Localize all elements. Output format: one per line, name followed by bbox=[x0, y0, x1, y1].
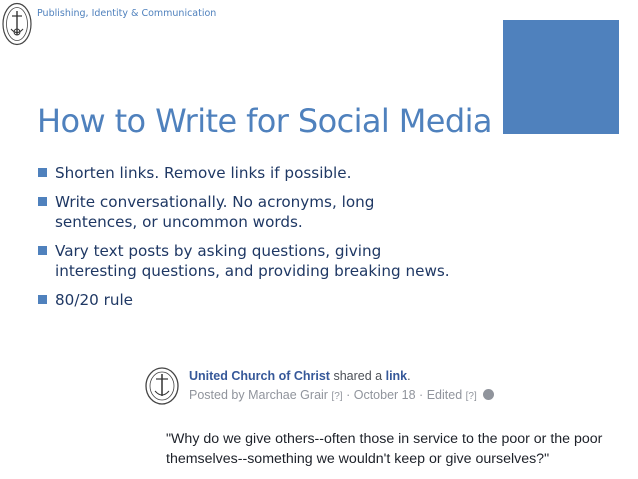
help-link[interactable]: [?] bbox=[331, 391, 343, 402]
post-header bbox=[189, 369, 411, 383]
bullet-square-icon bbox=[38, 246, 47, 255]
post-action-period: . bbox=[407, 369, 411, 383]
globe-icon bbox=[483, 389, 494, 400]
edited-label[interactable]: Edited bbox=[426, 388, 463, 402]
church-seal-logo bbox=[2, 2, 32, 46]
bullet-text: 80/20 rule bbox=[55, 291, 134, 309]
facebook-post-screenshot bbox=[140, 365, 620, 475]
post-date[interactable]: October 18 bbox=[353, 388, 416, 402]
help-link[interactable]: [?] bbox=[465, 391, 477, 402]
shared-link[interactable]: link bbox=[385, 369, 408, 383]
post-action-text: shared a bbox=[333, 369, 383, 383]
poster-name[interactable]: Marchae Grair bbox=[248, 388, 328, 402]
slide-title: How to Write for Social Media bbox=[37, 102, 492, 140]
bullet-item bbox=[38, 163, 458, 183]
organization-label: Publishing, Identity & Communication bbox=[37, 8, 217, 19]
page-name-link[interactable]: United Church of Christ bbox=[189, 369, 330, 383]
bullet-item bbox=[38, 241, 458, 281]
bullet-item bbox=[38, 290, 458, 310]
post-quote-text: "Why do we give others--often those in service to the poor or the poor themselves--something we wouldn't keep or give ourselves?" bbox=[166, 431, 603, 467]
separator: · bbox=[346, 388, 351, 402]
separator: · bbox=[419, 388, 424, 402]
bullet-item bbox=[38, 192, 458, 232]
bullet-square-icon bbox=[38, 197, 47, 206]
posted-by-prefix: Posted by bbox=[189, 388, 245, 402]
bullet-list bbox=[38, 163, 458, 319]
bullet-text: Write conversationally. No acronyms, long sentences, or uncommon words. bbox=[55, 193, 375, 231]
page-avatar-seal-icon bbox=[143, 366, 181, 406]
bullet-square-icon bbox=[38, 168, 47, 177]
post-meta bbox=[189, 388, 494, 402]
bullet-text: Shorten links. Remove links if possible. bbox=[55, 164, 352, 182]
accent-square bbox=[503, 20, 619, 134]
bullet-text: Vary text posts by asking questions, giving interesting questions, and providing breaking news. bbox=[55, 242, 450, 280]
bullet-square-icon bbox=[38, 295, 47, 304]
